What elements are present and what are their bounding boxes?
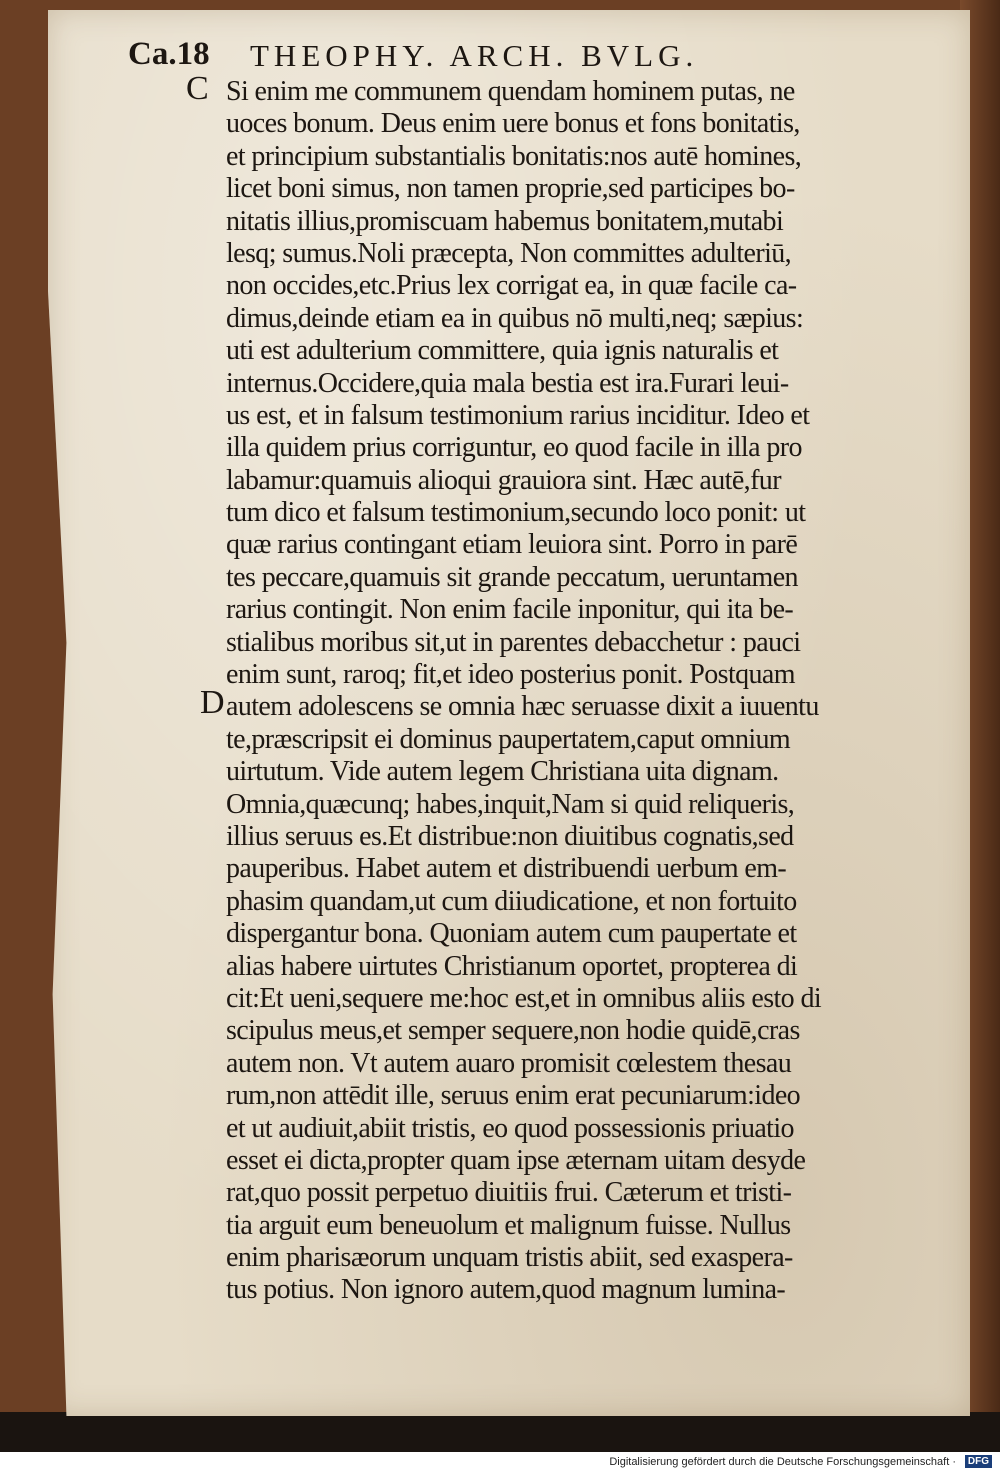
text-line: us est, et in falsum testimonium rarius inciditur. Ideo et xyxy=(226,399,810,431)
text-line: licet boni simus, non tamen proprie,sed participes bo- xyxy=(226,173,795,205)
text-line: uti est adulterium committere, quia ignis naturalis et xyxy=(226,335,779,367)
text-line: autem adolescens se omnia hæc seruasse dixit a iuuentu xyxy=(226,691,819,723)
text-line: autem non. Vt autem auaro promisit cœlestem thesau xyxy=(226,1047,792,1079)
chapter-number: Ca.18 xyxy=(128,36,210,72)
text-line: alias habere uirtutes Christianum oportet, propterea di xyxy=(226,950,798,982)
text-line: non occides,etc.Prius lex corrigat ea, in quæ facile ca- xyxy=(226,270,797,302)
text-line: rat,quo possit perpetuo diuitiis frui. Cæterum et tristi- xyxy=(226,1177,792,1209)
text-line: lesq; sumus.Noli præcepta, Non committes adulteriū, xyxy=(226,237,792,269)
text-line: nitatis illius,promiscuam habemus bonitatem,mutabi xyxy=(226,205,784,237)
text-line: phasim quandam,ut cum diiudicatione, et non fortuito xyxy=(226,885,797,917)
text-line: te,præscripsit ei dominus paupertatem,caput omnium xyxy=(226,723,791,755)
scan-background xyxy=(0,1412,1000,1452)
text-line: tum dico et falsum testimonium,secundo loco ponit: ut xyxy=(226,497,806,529)
body-text xyxy=(226,76,931,1307)
text-line: illius seruus es.Et distribue:non diuitibus cognatis,sed xyxy=(226,820,794,852)
digitization-footer xyxy=(0,1452,1000,1474)
text-line: uoces bonum. Deus enim uere bonus et fons bonitatis, xyxy=(226,108,800,140)
text-line: uirtutum. Vide autem legem Christiana uita dignam. xyxy=(226,756,779,788)
text-line: tus potius. Non ignoro autem,quod magnum lumina- xyxy=(226,1274,786,1306)
text-line: quæ rarius contingant etiam leuiora sint. Porro in parē xyxy=(226,529,798,561)
text-line: tia arguit eum beneuolum et malignum fuisse. Nullus xyxy=(226,1209,791,1241)
text-line: cit:Et ueni,sequere me:hoc est,et in omnibus aliis esto di xyxy=(226,982,822,1014)
text-line: rum,non attēdit ille, seruus enim erat pecuniarum:ideo xyxy=(226,1080,801,1112)
text-line: enim sunt, raroq; fit,et ideo posterius ponit. Postquam xyxy=(226,659,795,691)
text-line: Omnia,quæcunq; habes,inquit,Nam si quid reliqueris, xyxy=(226,788,795,820)
running-head-title: THEOPHY. ARCH. BVLG. xyxy=(250,38,699,73)
text-line: labamur:quamuis alioqui grauiora sint. Hæc autē,fur xyxy=(226,464,781,496)
margin-letter-d: D xyxy=(200,684,225,721)
text-line: et principium substantialis bonitatis:nos autē homines, xyxy=(226,140,802,172)
text-line: rarius contingit. Non enim facile inponitur, qui ita be- xyxy=(226,594,794,626)
text-line: enim pharisæorum unquam tristis abiit, sed exaspera- xyxy=(226,1242,793,1274)
text-line: et ut audiuit,abiit tristis, eo quod possessionis priuatio xyxy=(226,1112,794,1144)
text-line: stialibus moribus sit,ut in parentes debacchetur : pauci xyxy=(226,626,801,658)
text-line: internus.Occidere,quia mala bestia est ira.Furari leui- xyxy=(226,367,789,399)
text-line: illa quidem prius corriguntur, eo quod facile in illa pro xyxy=(226,432,802,464)
dfg-logo: DFG xyxy=(965,1455,992,1468)
text-line: dimus,deinde etiam ea in quibus nō multi,neq; sæpius: xyxy=(226,302,804,334)
text-line: pauperibus. Habet autem et distribuendi uerbum em- xyxy=(226,853,787,885)
text-line: esset ei dicta,propter quam ipse æternam uitam desyde xyxy=(226,1144,806,1176)
text-line: dispergantur bona. Quoniam autem cum paupertate et xyxy=(226,918,797,950)
text-line: scipulus meus,et semper sequere,non hodie quidē,cras xyxy=(226,1015,800,1047)
margin-letter-c: C xyxy=(186,70,209,107)
footer-credit: Digitalisierung gefördert durch die Deutsche Forschungsgemeinschaft · xyxy=(609,1456,956,1468)
text-line: tes peccare,quamuis sit grande peccatum, ueruntamen xyxy=(226,561,798,593)
text-line: Si enim me communem quendam hominem putas, ne xyxy=(226,76,795,107)
